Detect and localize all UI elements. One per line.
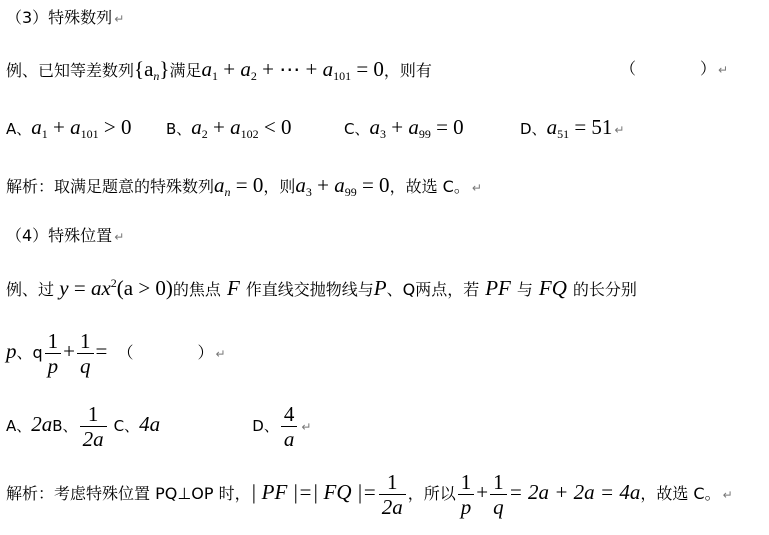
section-3-title [6, 10, 124, 26]
ex1-suffix: ，则有 [383, 61, 432, 80]
ex1-option-b: B、$a_2 + a_{102} < 0$ [166, 115, 292, 141]
paragraph-mark: ↵ [718, 63, 729, 77]
ex2-frac-1-over-q: $\frac{1}{q}$ [77, 329, 94, 378]
sol2-frac-1-over-p: $\frac{1}{p}$ [458, 470, 475, 519]
ex2-FQ: FQ [538, 276, 567, 300]
ex1-mid: 满足 [169, 61, 202, 80]
sol2-abs: | PF |=| FQ |= [250, 480, 377, 505]
paragraph-mark: ↵ [471, 181, 482, 195]
ex2-frac-1-over-p: $\frac{1}{p}$ [45, 329, 62, 378]
ex2-option-b: B、 $\frac{1}{2a}$ C、4a [52, 402, 161, 452]
ex1-prefix: 例、已知等差数列 [6, 61, 135, 80]
ex2-equals: = [95, 339, 108, 364]
paragraph-mark: ↵ [722, 488, 733, 503]
sol2-plus: + [476, 480, 489, 505]
example-2-question [6, 278, 637, 299]
ex2-prefix: 例、过 [6, 280, 55, 299]
example-1-question [6, 57, 432, 83]
ex1-option-c: C、$a_3 + a_{99} = 0$ [344, 115, 464, 141]
ex1-condition: $a_1 + a_2$ + ⋯ + $a_{101} = 0$ [201, 57, 384, 83]
solution-1 [6, 173, 482, 199]
sol2-mid: ，所以 [407, 484, 456, 504]
paragraph-mark: ↵ [114, 230, 125, 244]
ex2-option-d-frac: $\frac{4}{a}$ [281, 402, 298, 451]
section-4-title [6, 228, 124, 244]
ex2-t2: 作直线交抛物线与 [245, 280, 374, 299]
ex1-answer-paren [620, 61, 728, 77]
ex1-option-a: A、$a_1 + a_{101} > 0$ [6, 115, 132, 141]
ex2-sep: 、q [16, 343, 43, 363]
ex2-t1: 的焦点 [172, 280, 221, 299]
ex2-options [6, 402, 311, 451]
sol1-mid: ，则 [263, 177, 296, 196]
ex2-option-b-frac: $\frac{1}{2a}$ [80, 402, 107, 451]
ex2-t4: 与 [516, 280, 533, 299]
ex2-t5: 的长分别 [572, 280, 637, 299]
ex2-plus: + [63, 339, 76, 364]
paragraph-mark: ↵ [215, 347, 226, 362]
ex1-options [6, 115, 625, 141]
sol1-expr-2: $a_3 + a_{99} = 0$ [295, 173, 390, 199]
paragraph-mark: ↵ [614, 123, 625, 137]
sol2-frac-1-over-2a: $\frac{1}{2a}$ [379, 470, 406, 519]
ex2-p: p [6, 339, 17, 364]
section-3-title-text: （3）特殊数列 [6, 8, 113, 27]
ex2-PF: PF [485, 276, 511, 300]
ex2-option-a: A、2a [6, 412, 53, 437]
solution-2 [6, 470, 733, 519]
ex1-option-d: D、$a_{51} = 51$ ↵ [520, 115, 625, 141]
paragraph-mark: ↵ [114, 12, 125, 26]
sol2-result: = 2a + 2a = 4a [508, 480, 641, 505]
sol2-frac-1-over-q: $\frac{1}{q}$ [490, 470, 507, 519]
ex2-t3: 、Q两点，若 [386, 280, 480, 299]
ex2-option-d: D、 $\frac{4}{a}$ ↵ [252, 402, 312, 452]
sol1-suffix: ，故选 C。 [389, 177, 470, 196]
ex2-focus-F: F [226, 276, 240, 300]
ex1-sequence: $\{a_n\}$ [134, 57, 170, 83]
ex2-parabola: $y = ax^2(a > 0)$ [59, 276, 173, 300]
ex2-paren: （ ） [117, 343, 214, 363]
section-4-title-text: （4）特殊位置 [6, 226, 113, 245]
example-2-line-2 [6, 329, 226, 378]
paragraph-mark: ↵ [301, 420, 312, 435]
sol2-suffix: ，故选 C。 [640, 484, 721, 504]
sol2-prefix: 解析：考虑特殊位置 PQ⊥OP 时， [6, 484, 251, 504]
sol1-prefix: 解析：取满足题意的特殊数列 [6, 177, 215, 196]
ex1-paren-text: （ ） [620, 59, 717, 78]
ex2-point-P: P [373, 276, 387, 300]
sol1-expr-1: $a_n = 0$ [214, 173, 264, 199]
